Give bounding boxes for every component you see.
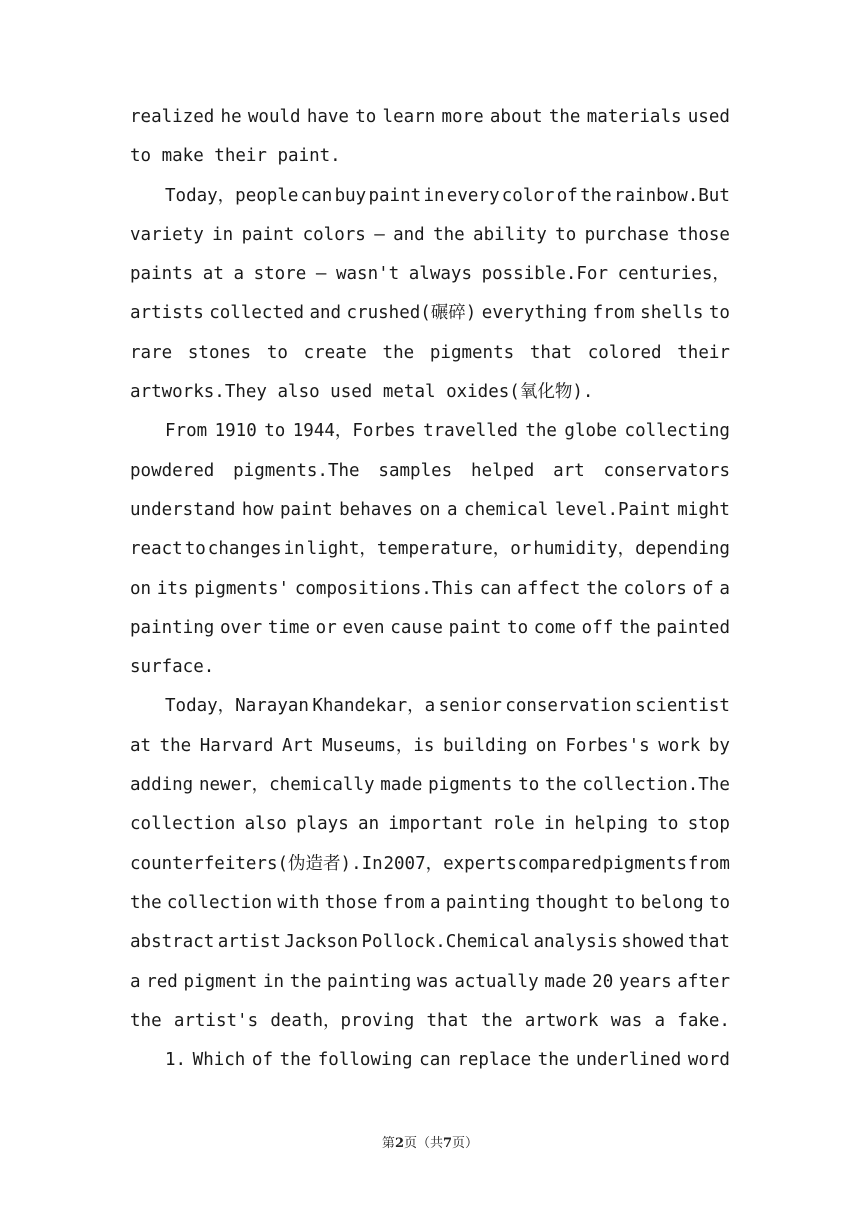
text-line: [130, 570, 730, 609]
word: 1.: [165, 1050, 187, 1071]
word: a: [447, 499, 458, 520]
word: the: [159, 735, 192, 756]
word: Harvard: [199, 735, 274, 756]
word: painting: [130, 617, 215, 638]
word: of: [556, 185, 578, 206]
text-line: [130, 373, 730, 412]
word: paint: [241, 224, 295, 245]
word: showed: [621, 932, 685, 953]
word: artist's: [173, 1010, 259, 1031]
text-line: [130, 294, 730, 333]
word: collection: [166, 892, 273, 913]
word: Museums，is: [322, 735, 435, 756]
text-line: [130, 530, 730, 569]
word: following: [317, 1050, 413, 1071]
line-text: artworks.They also used metal oxides(氧化物).: [130, 382, 594, 403]
word: painted: [656, 617, 730, 638]
text-line: [130, 648, 730, 687]
word: to: [184, 539, 206, 560]
text-line: [130, 491, 730, 530]
word: that: [529, 342, 573, 363]
word: more: [441, 107, 484, 127]
word: everything: [481, 303, 588, 324]
word: variety: [130, 224, 204, 245]
word: globe: [564, 421, 618, 442]
word: Forbes's: [565, 735, 650, 756]
word: colors: [302, 224, 366, 245]
word: to: [708, 892, 730, 913]
word: fake.: [677, 1010, 730, 1031]
word: humidity，depending: [533, 539, 730, 560]
word: wasn't: [335, 264, 400, 285]
text-line: [130, 727, 730, 766]
word: stop: [687, 814, 730, 835]
word: conservators: [603, 460, 730, 481]
word: ability: [473, 224, 547, 245]
word: on: [130, 578, 152, 599]
word: the: [586, 578, 618, 599]
word: at: [130, 735, 152, 756]
word: work: [658, 735, 701, 756]
word: artist: [217, 932, 281, 953]
word: also: [244, 814, 287, 835]
word: senior: [438, 696, 502, 717]
word: from: [382, 892, 425, 913]
word: off: [581, 617, 614, 638]
word: pigment: [183, 971, 258, 992]
text-line: [130, 766, 730, 805]
word: in: [423, 185, 445, 206]
word: art: [553, 460, 585, 481]
word: painting: [445, 892, 531, 913]
word: on: [419, 499, 441, 520]
word: 1910: [214, 421, 257, 442]
word: by: [708, 735, 730, 756]
word: artists: [130, 303, 204, 324]
word: pigments.The: [233, 460, 360, 481]
word: made: [380, 775, 423, 796]
word: used: [687, 107, 730, 127]
word: from: [592, 303, 635, 324]
word: those: [324, 892, 378, 913]
word: travelled: [423, 421, 518, 442]
word: in: [543, 814, 566, 835]
word: to: [507, 617, 529, 638]
word: red: [146, 971, 178, 992]
word: paint: [448, 617, 502, 638]
word: a: [130, 971, 141, 992]
word: time: [267, 617, 310, 638]
word: was: [417, 971, 449, 992]
word: —: [374, 224, 385, 245]
word: the: [545, 775, 577, 796]
word: materials: [586, 107, 682, 127]
word: compositions.This: [294, 578, 474, 599]
word: conservation: [505, 696, 632, 717]
word: artwork: [524, 1010, 599, 1031]
word: the: [618, 617, 651, 638]
word: Khandekar，a: [312, 696, 436, 717]
word: helping: [574, 814, 649, 835]
word: word: [687, 1050, 730, 1071]
word: a: [233, 264, 244, 285]
word: create: [303, 342, 367, 363]
word: replace: [457, 1050, 532, 1071]
word: would: [247, 107, 301, 127]
word: pigments: [428, 775, 513, 796]
line-text: to make their paint.: [130, 146, 341, 167]
word: paint: [368, 185, 422, 206]
word: and: [393, 224, 425, 245]
text-line: [130, 1041, 730, 1080]
word: analysis: [533, 932, 618, 953]
text-line: [130, 805, 730, 844]
word: collection.The: [582, 775, 730, 796]
text-line: [130, 412, 730, 451]
word: come: [533, 617, 576, 638]
word: abstract: [130, 932, 215, 953]
text-line: [130, 1002, 730, 1041]
word: to: [355, 107, 377, 127]
line-text: surface.: [130, 657, 215, 678]
word: after: [677, 971, 730, 992]
footer-suffix: 页）: [452, 1136, 479, 1151]
word: an: [358, 814, 380, 835]
word: crushed(碾碎): [346, 303, 477, 324]
word: a: [654, 1010, 666, 1031]
word: building: [442, 735, 528, 756]
word: or: [315, 617, 337, 638]
word: samples: [378, 460, 453, 481]
word: centuries，: [617, 264, 730, 285]
word: pigments': [194, 578, 290, 599]
word: colors: [623, 578, 687, 599]
word: every: [446, 185, 500, 206]
word: to: [614, 892, 636, 913]
text-line: [130, 687, 730, 726]
text-line: [130, 452, 730, 491]
word: 20: [592, 971, 614, 992]
word: collecting: [624, 421, 730, 442]
word: pigments: [602, 853, 688, 874]
word: important: [388, 814, 484, 835]
word: buy: [334, 185, 367, 206]
word: stones: [187, 342, 252, 363]
word: can: [479, 578, 512, 599]
word: of: [251, 1050, 273, 1071]
footer-middle: 页（共: [403, 1136, 443, 1151]
word: at: [202, 264, 224, 285]
word: 1944，Forbes: [292, 421, 416, 442]
word: a: [429, 892, 441, 913]
word: colored: [587, 342, 662, 363]
word: color: [501, 185, 555, 206]
word: Today，Narayan: [165, 696, 309, 717]
word: those: [677, 224, 730, 245]
word: understand: [130, 499, 236, 520]
word: over: [219, 617, 263, 638]
word: counterfeiters(伪造者).In: [130, 853, 383, 874]
word: plays: [296, 814, 349, 835]
word: can: [300, 185, 333, 206]
word: years: [618, 971, 672, 992]
word: to: [708, 303, 730, 324]
text-line: [130, 609, 730, 648]
word: paint: [279, 499, 333, 520]
text-line: [130, 98, 730, 137]
word: possible.For: [481, 264, 608, 285]
word: the: [289, 971, 322, 992]
word: cause: [390, 617, 443, 638]
word: actually: [454, 971, 539, 992]
word: the: [548, 107, 581, 127]
text-line: [130, 884, 730, 923]
word: in: [262, 971, 285, 992]
text-line: [130, 137, 730, 176]
word: to: [555, 224, 577, 245]
word: underlined: [575, 1050, 682, 1071]
word: role: [492, 814, 535, 835]
word: can: [419, 1050, 451, 1071]
word: collection: [130, 814, 236, 835]
word: Jackson: [284, 932, 359, 953]
page-footer: [0, 1132, 860, 1151]
word: the: [279, 1050, 312, 1071]
word: always: [408, 264, 472, 285]
word: he: [220, 107, 242, 127]
word: have: [306, 107, 349, 127]
text-line: [130, 923, 730, 962]
word: —: [315, 264, 327, 285]
footer-total-pages: 7: [443, 1136, 453, 1151]
word: to: [264, 421, 286, 442]
text-line: [130, 845, 730, 884]
word: Pollock.Chemical: [361, 932, 531, 953]
word: 2007，experts: [383, 853, 517, 874]
word: painting: [327, 971, 412, 992]
word: might: [677, 499, 730, 520]
text-line: [130, 177, 730, 216]
word: Which: [192, 1050, 246, 1071]
word: with: [277, 892, 320, 913]
word: the: [130, 1010, 162, 1031]
word: its: [156, 578, 189, 599]
text-line: [130, 963, 730, 1002]
word: that: [426, 1010, 469, 1031]
word: light，temperature，or: [306, 539, 532, 560]
word: thought: [535, 892, 609, 913]
word: paints: [130, 264, 194, 285]
word: store: [253, 264, 307, 285]
word: learn: [382, 107, 436, 127]
text-line: [130, 216, 730, 255]
word: made: [544, 971, 587, 992]
word: purchase: [584, 224, 669, 245]
word: about: [489, 107, 543, 127]
word: on: [535, 735, 557, 756]
word: chemical: [464, 499, 549, 520]
word: react: [130, 539, 183, 560]
word: and: [309, 303, 342, 324]
word: behaves: [339, 499, 413, 520]
word: rainbow.But: [613, 185, 730, 206]
word: the: [537, 1050, 570, 1071]
word: changes: [207, 539, 282, 560]
word: death，proving: [270, 1010, 415, 1031]
word: pigments: [429, 342, 515, 363]
word: the: [525, 421, 557, 442]
word: in: [212, 224, 234, 245]
word: that: [687, 932, 730, 953]
text-line: [130, 255, 730, 294]
word: how: [241, 499, 274, 520]
word: newer，chemically: [198, 775, 375, 796]
word: From: [165, 421, 208, 442]
word: of: [692, 578, 714, 599]
word: Today，people: [165, 185, 299, 206]
word: rare: [130, 342, 173, 363]
word: helped: [471, 460, 535, 481]
word: adding: [130, 775, 194, 796]
word: the: [580, 185, 612, 206]
word: to: [657, 814, 679, 835]
word: affect: [517, 578, 581, 599]
word: was: [610, 1010, 643, 1031]
word: the: [130, 892, 162, 913]
word: collected: [209, 303, 305, 324]
word: a: [719, 578, 730, 599]
word: compared: [517, 853, 602, 874]
word: scientist: [635, 696, 730, 717]
word: the: [382, 342, 415, 363]
word: level.Paint: [554, 499, 671, 520]
word: powdered: [130, 460, 215, 481]
word: from: [687, 853, 730, 874]
word: belong: [640, 892, 704, 913]
word: to: [266, 342, 288, 363]
document-body: [130, 98, 730, 1080]
word: the: [433, 224, 465, 245]
text-line: [130, 334, 730, 373]
word: the: [480, 1010, 513, 1031]
word: in: [283, 539, 305, 560]
footer-page-number: 2: [394, 1136, 404, 1151]
word: to: [518, 775, 540, 796]
word: their: [677, 342, 730, 363]
footer-prefix: 第: [381, 1136, 395, 1151]
word: realized: [130, 107, 215, 127]
word: even: [342, 617, 385, 638]
word: shells: [640, 303, 704, 324]
word: Art: [282, 735, 314, 756]
